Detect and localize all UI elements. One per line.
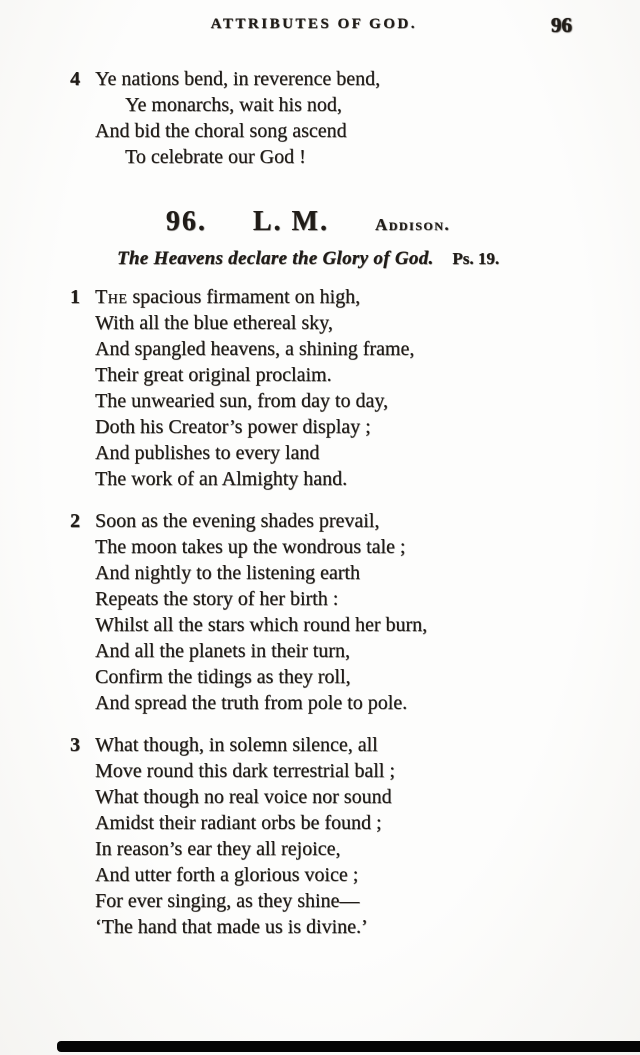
hymn-heading xyxy=(0,206,628,238)
verse-lines xyxy=(95,508,640,716)
poem-line: Ye nations bend, in reverence bend, xyxy=(95,68,381,90)
running-header xyxy=(0,13,640,42)
poem-line: What though no real voice nor sound xyxy=(95,786,392,808)
verse xyxy=(0,732,640,940)
poem-line: Doth his Creator’s power display ; xyxy=(95,416,371,438)
poem-line: Their great original proclaim. xyxy=(95,364,332,386)
poem-line: Whilst all the stars which round her burn, xyxy=(95,614,428,636)
scripture-reference: Ps. 19. xyxy=(452,249,500,268)
poem-line: Ye monarchs, wait his nod, xyxy=(125,94,342,116)
hymn-subtitle-row xyxy=(0,248,628,270)
poem-line: And nightly to the listening earth xyxy=(95,562,360,584)
poem-line: Soon as the evening shades prevail, xyxy=(95,510,380,532)
scan-edge-artifact xyxy=(57,1041,640,1052)
verse-number: 3 xyxy=(70,734,80,756)
verse-number: 4 xyxy=(70,68,80,90)
verse-lines xyxy=(95,66,640,170)
poem-line: Move round this dark terrestrial ball ; xyxy=(95,760,395,782)
poem-line: ‘The hand that made us is divine.’ xyxy=(95,916,368,938)
poem-line: The work of an Almighty hand. xyxy=(95,468,348,490)
small-caps-lead-word: The xyxy=(95,286,128,308)
poem-line: The spacious firmament on high, xyxy=(95,286,361,308)
previous-hymn-fragment xyxy=(0,66,640,170)
poem-line: Confirm the tidings as they roll, xyxy=(95,666,351,688)
poem-line: And bid the choral song ascend xyxy=(95,120,347,142)
hymn-author: Addison. xyxy=(374,215,451,234)
poem-line: The moon takes up the wondrous tale ; xyxy=(95,536,406,558)
hymn-number: 96. xyxy=(165,206,207,237)
page-number: 96 xyxy=(551,13,572,37)
verse xyxy=(0,66,640,170)
poem-line: Amidst their radiant orbs be found ; xyxy=(95,812,382,834)
poem-line: With all the blue ethereal sky, xyxy=(95,312,333,334)
poem-line: And spread the truth from pole to pole. xyxy=(95,692,408,714)
verse-number: 1 xyxy=(70,286,80,308)
verse xyxy=(0,284,640,492)
verse-number: 2 xyxy=(70,510,80,532)
poem-line: In reason’s ear they all rejoice, xyxy=(95,838,341,860)
poem-line: For ever singing, as they shine— xyxy=(95,890,360,912)
poem-line: The unwearied sun, from day to day, xyxy=(95,390,389,412)
hymn-meter: L. M. xyxy=(252,206,329,237)
poem-line: To celebrate our God ! xyxy=(125,146,306,168)
poem-line: And publishes to every land xyxy=(95,442,320,464)
page-content xyxy=(0,60,640,956)
fragment-verse-mount xyxy=(0,66,640,170)
poem-line: What though, in solemn silence, all xyxy=(95,734,378,756)
poem-line: And spangled heavens, a shining frame, xyxy=(95,338,415,360)
poem-line: And all the planets in their turn, xyxy=(95,640,350,662)
poem-line: And utter forth a glorious voice ; xyxy=(95,864,359,886)
hymn-verses-mount xyxy=(0,284,640,940)
running-title: ATTRIBUTES OF GOD. xyxy=(210,16,417,32)
verse-lines xyxy=(95,732,640,940)
verse xyxy=(0,508,640,716)
poem-line: Repeats the story of her birth : xyxy=(95,588,339,610)
verse-lines xyxy=(95,284,640,492)
hymn-subtitle: The Heavens declare the Glory of God. xyxy=(116,248,434,269)
